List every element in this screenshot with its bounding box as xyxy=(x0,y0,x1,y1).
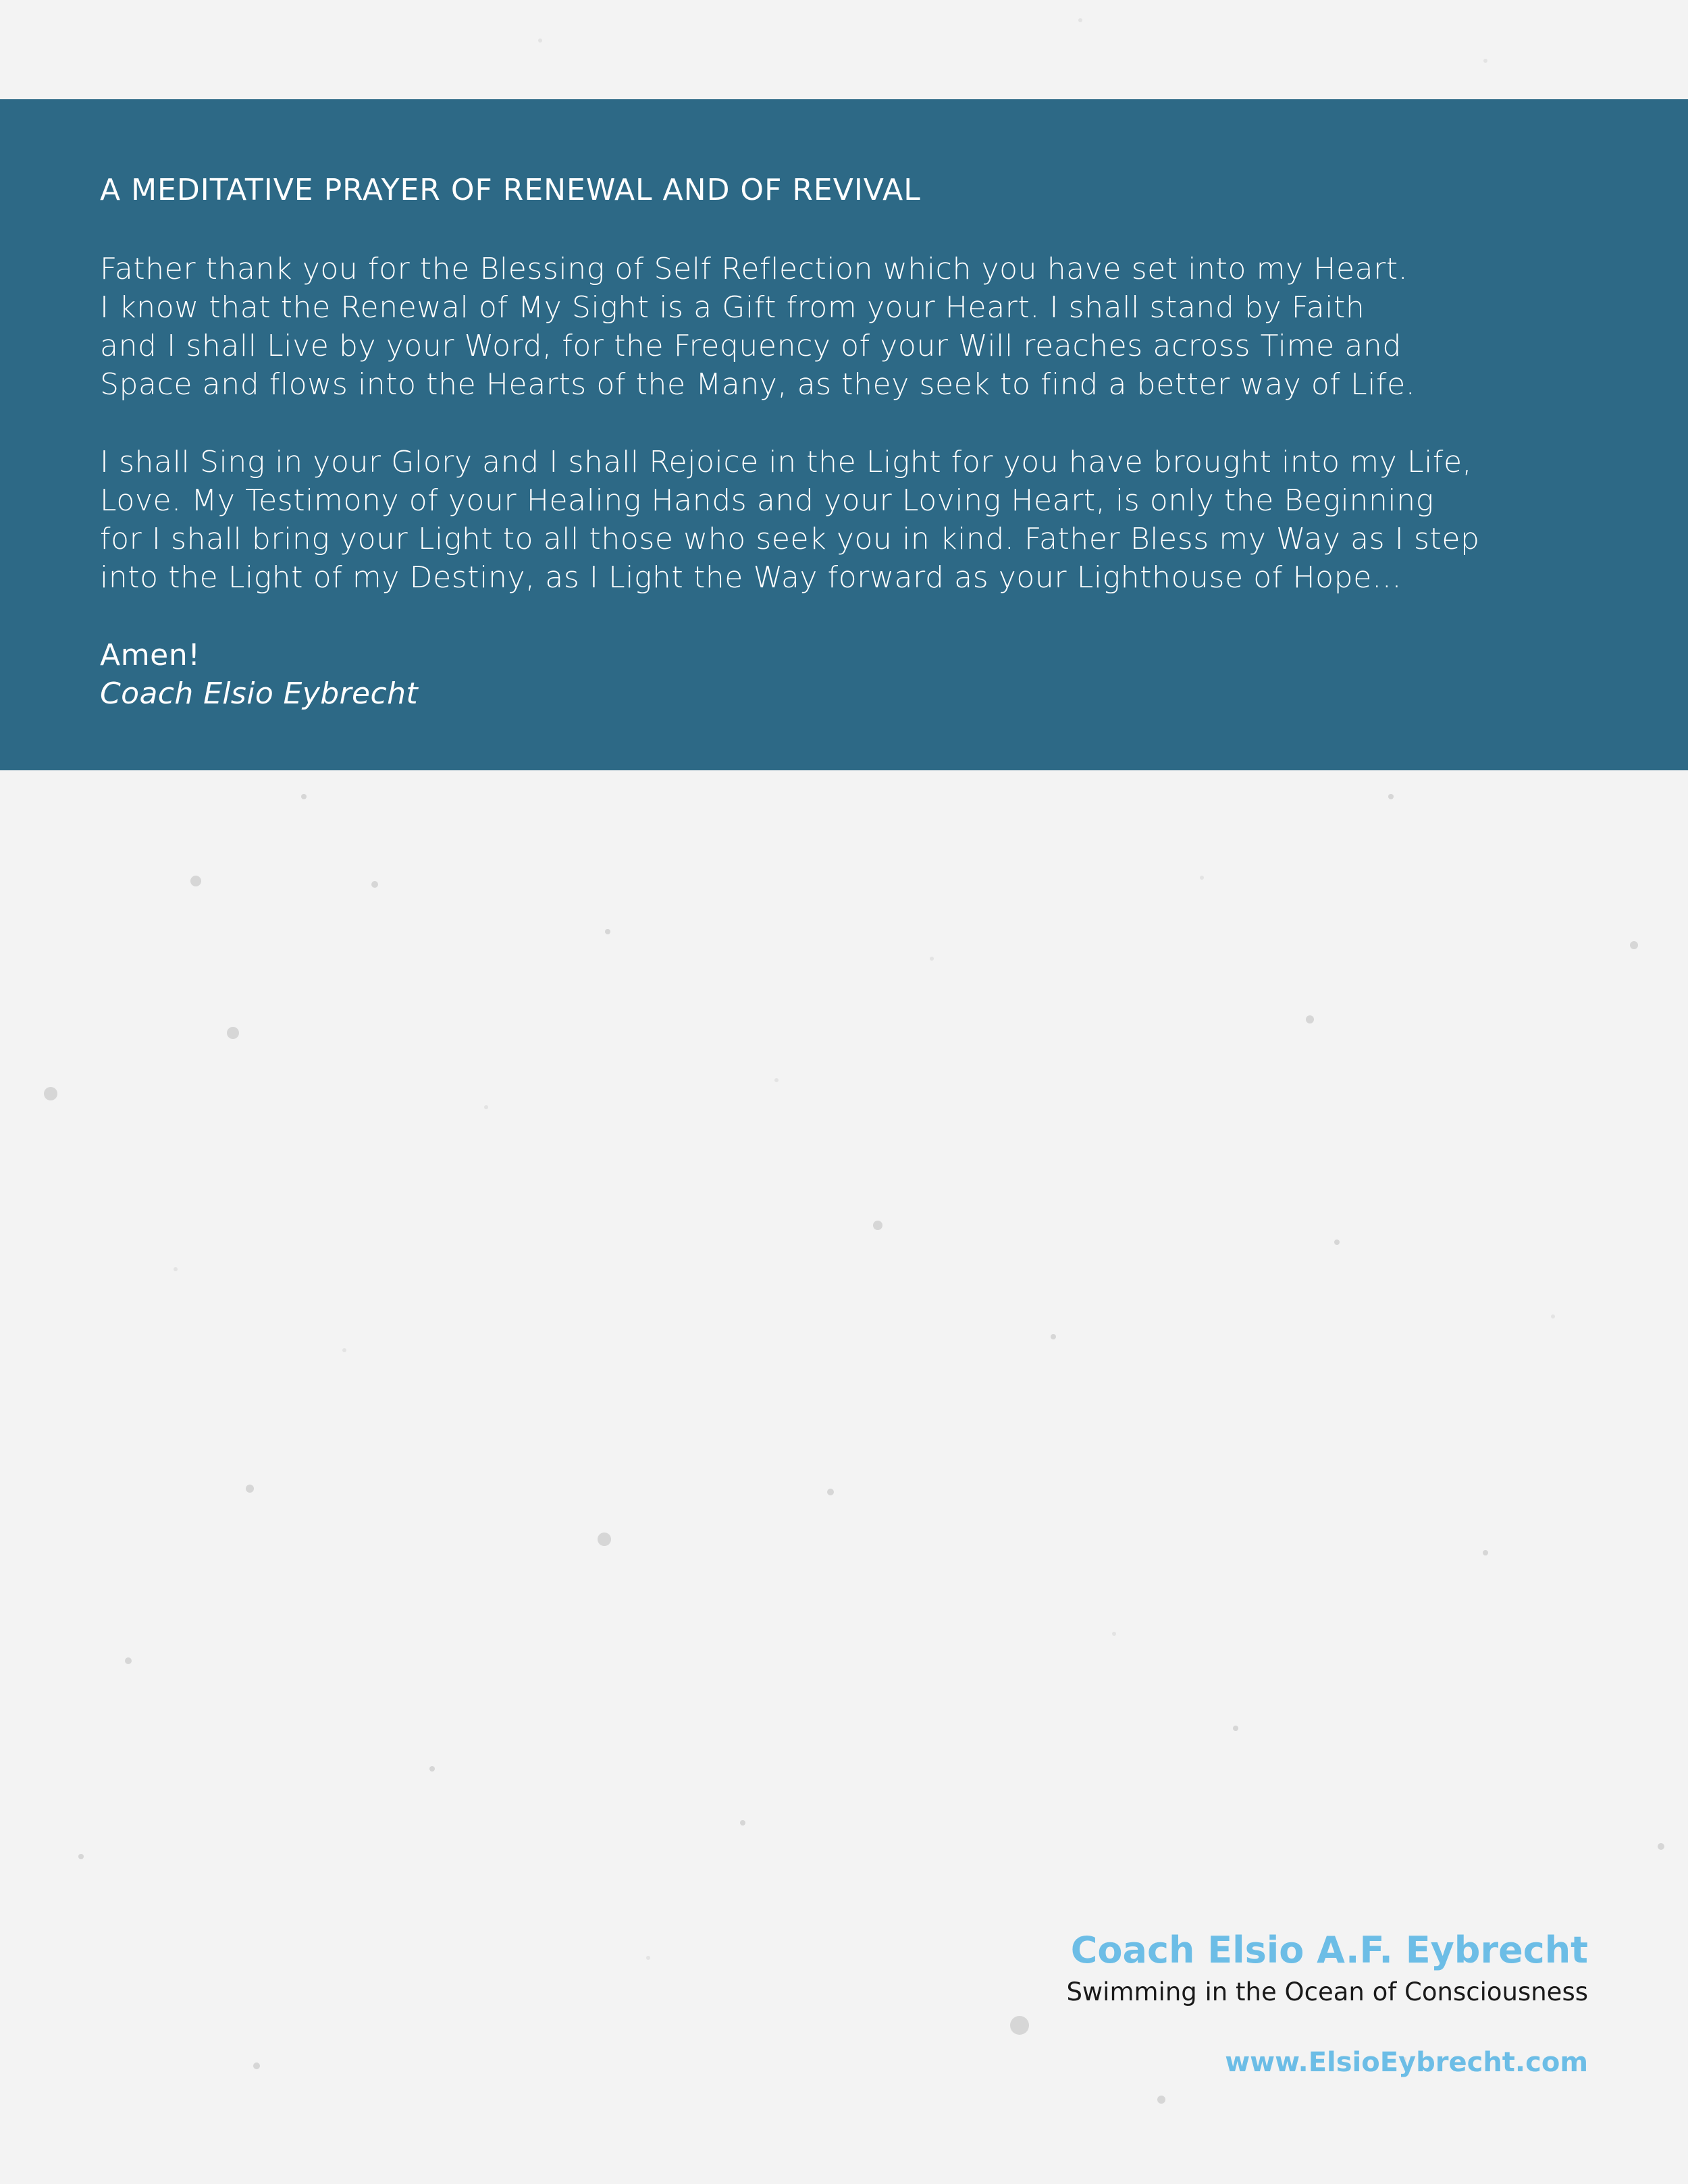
prayer-paragraph-2 xyxy=(100,443,1599,597)
author-name: Coach Elsio A.F. Eybrecht xyxy=(1070,1929,1588,1971)
paragraph-line: Father thank you for the Blessing of Self Reflection which you have set into my Heart. xyxy=(100,252,1408,286)
paragraph-line: for I shall bring your Light to all those who seek you in kind. Father Bless my Way as I step xyxy=(100,522,1480,556)
paragraph-line: into the Light of my Destiny, as I Light the Way forward as your Lighthouse of Hope… xyxy=(100,560,1402,595)
website-link[interactable]: www.ElsioEybrecht.com xyxy=(1225,2047,1588,2078)
prayer-signature: Coach Elsio Eybrecht xyxy=(100,676,419,711)
paragraph-line: Space and flows into the Hearts of the Many, as they seek to find a better way of Life. xyxy=(100,367,1416,402)
paragraph-line: I shall Sing in your Glory and I shall Rejoice in the Light for you have brought into my Life, xyxy=(100,445,1473,479)
paragraph-line: and I shall Live by your Word, for the Frequency of your Will reaches across Time and xyxy=(100,329,1402,363)
paragraph-line: Love. My Testimony of your Healing Hands and your Loving Heart, is only the Beginning xyxy=(100,483,1434,518)
author-footer xyxy=(1066,1927,1588,2080)
prayer-content xyxy=(100,170,1599,713)
prayer-banner xyxy=(0,99,1688,770)
prayer-title: A MEDITATIVE PRAYER OF RENEWAL AND OF REVIVAL xyxy=(100,173,921,207)
paragraph-line: I know that the Renewal of My Sight is a Gift from your Heart. I shall stand by Faith xyxy=(100,290,1365,325)
author-tagline: Swimming in the Ocean of Consciousness xyxy=(1066,1977,1588,2006)
prayer-closing: Amen! xyxy=(100,638,201,672)
prayer-paragraph-1 xyxy=(100,250,1599,404)
